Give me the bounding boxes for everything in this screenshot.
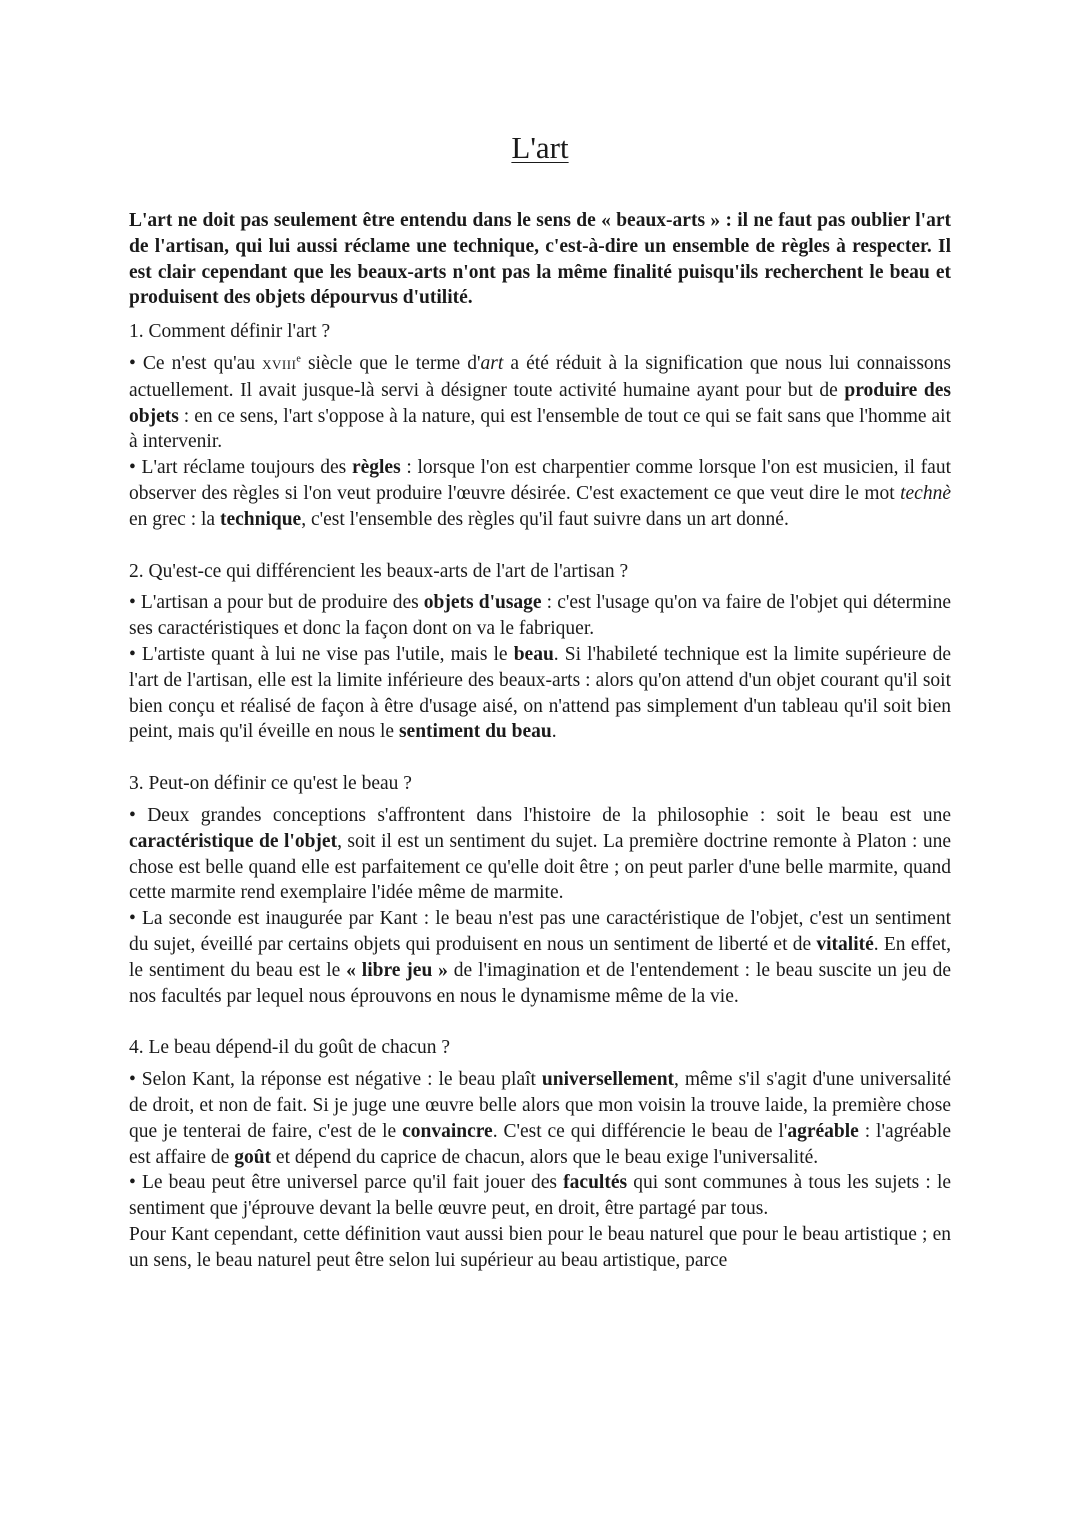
bold-term: technique bbox=[219, 508, 302, 530]
italic-term: technè bbox=[900, 482, 951, 504]
paragraph bbox=[129, 642, 951, 745]
text: : l'agréable est affaire de bbox=[129, 1120, 951, 1168]
text: , même s'il s'agit d'une universalité de droit, et non de fait. Si je juge une œuvre belle alors que mon voisin la trouve laide, la première chose que je tenterai de faire, c'est de le bbox=[129, 1069, 951, 1142]
document-page bbox=[129, 128, 951, 1273]
text: • Le beau peut être universel parce qu'il fait jouer des bbox=[129, 1172, 564, 1194]
text: . En effet, le sentiment du beau est le bbox=[129, 933, 952, 981]
text: : lorsque l'on est charpentier comme lorsque l'on est musicien, il faut observer des règles si l'on veut produire l'œuvre désirée. C'est exactement ce que veut dire le mot bbox=[129, 457, 951, 504]
text: : en ce sens, l'art s'oppose à la nature, qui est l'ensemble de tout ce qui se fait sans que l'homme ait à intervenir. bbox=[129, 405, 951, 453]
paragraph bbox=[129, 1170, 951, 1222]
text: siècle que le terme d' bbox=[300, 352, 481, 374]
text: • L'artiste quant à lui ne vise pas l'utile, mais le bbox=[129, 643, 514, 665]
section-heading: 2. Qu'est-ce qui différencient les beaux-arts de l'art de l'artisan ? bbox=[129, 560, 629, 582]
paragraph: Pour Kant cependant, cette définition vaut aussi bien pour le beau naturel que pour le beau artistique ; en un sens, le beau naturel peut être selon lui supérieur au beau artistique, parce bbox=[129, 1223, 951, 1271]
section-2 bbox=[129, 559, 951, 746]
section-heading: 4. Le beau dépend-il du goût de chacun ? bbox=[129, 1037, 451, 1059]
paragraph bbox=[129, 803, 951, 906]
italic-term: art bbox=[480, 352, 504, 374]
text: et dépend du caprice de chacun, alors que le beau exige l'universalité. bbox=[271, 1146, 819, 1168]
paragraph bbox=[129, 590, 951, 642]
bold-term: convaincre bbox=[402, 1120, 493, 1142]
text: a été réduit à la signification que nous lui connaissons actuellement. Il avait jusque-là servi à désigner toute activité humaine ayant pour but de bbox=[129, 352, 951, 401]
section-heading: 3. Peut-on définir ce qu'est le beau ? bbox=[129, 773, 412, 795]
bold-term: agréable bbox=[787, 1120, 859, 1142]
paragraph bbox=[129, 351, 951, 455]
text: . C'est ce qui différencie le beau de l' bbox=[492, 1120, 788, 1142]
text: • L'art réclame toujours des bbox=[129, 457, 352, 479]
bold-term: produire des objets bbox=[129, 379, 951, 427]
century-numeral: XVIII bbox=[262, 356, 297, 372]
bold-term: facultés bbox=[563, 1172, 628, 1194]
page-title: L'art bbox=[511, 130, 569, 165]
text: , c'est l'ensemble des règles qu'il faut suivre dans un art donné. bbox=[301, 508, 789, 530]
section-4 bbox=[129, 1035, 951, 1273]
text: en grec : la bbox=[129, 508, 220, 530]
bold-term: beau bbox=[513, 643, 554, 665]
text: • Deux grandes conceptions s'affrontent dans l'histoire de la philosophie : soit le beau est une bbox=[129, 804, 951, 826]
bold-term: goût bbox=[234, 1146, 272, 1168]
paragraph bbox=[129, 455, 951, 532]
section-1 bbox=[129, 319, 951, 532]
bold-term: universellement bbox=[541, 1069, 675, 1091]
paragraph bbox=[129, 1067, 951, 1170]
bold-term: objets d'usage bbox=[423, 592, 542, 614]
text: , soit il est un sentiment du sujet. La première doctrine remonte à Platon : une chose est belle quand elle est parfaitement ce qu'elle doit être ; on peut parler d'une belle marmite, quand cette marmite rend exemplaire l'idée même de marmite. bbox=[129, 830, 951, 904]
text: . Si l'habileté technique est la limite supérieure de l'art de l'artisan, elle est la limite inférieure des beaux-arts : alors qu'on attend d'un objet courant qu'il soit bien conçu et réalisé de façon à être d'usage aisé, on n'attend pas simplement d'un tableau qu'il soit bien peint, mais qu'il éveille en nous le bbox=[129, 643, 951, 743]
text: • Selon Kant, la réponse est négative : le beau plaît bbox=[129, 1069, 542, 1091]
section-3 bbox=[129, 771, 951, 1009]
intro-paragraph: L'art ne doit pas seulement être entendu dans le sens de « beaux-arts » : il ne faut pas oublier l'art de l'artisan, qui lui aussi réclame une technique, c'est-à-dire un ensemble de règles à respecter. Il est clair cependant que les beaux-arts n'ont pas la même finalité puisqu'ils recherchent le beau et produisent des objets dépourvus d'utilité. bbox=[129, 210, 951, 309]
bold-term: vitalité bbox=[816, 933, 874, 955]
bold-term: sentiment du beau bbox=[398, 721, 552, 743]
text: de l'imagination et de l'entendement : le beau suscite un jeu de nos facultés par lequel nous éprouvons en nous le dynamisme même de la vie. bbox=[129, 959, 951, 1007]
superscript: e bbox=[296, 353, 301, 365]
paragraph bbox=[129, 906, 951, 1009]
bold-term: règles bbox=[351, 457, 401, 479]
bold-term: « libre jeu » bbox=[346, 959, 448, 981]
bold-term: caractéristique de l'objet bbox=[129, 830, 338, 852]
text: • Ce n'est qu'au bbox=[129, 352, 263, 374]
text: . bbox=[551, 721, 557, 743]
text: qui sont communes à tous les sujets : le sentiment que j'éprouve devant la belle œuvre peut, en droit, être partagé par tous. bbox=[129, 1172, 952, 1220]
section-heading: 1. Comment définir l'art ? bbox=[129, 321, 331, 343]
text: • L'artisan a pour but de produire des bbox=[129, 592, 424, 614]
text: : c'est l'usage qu'on va faire de l'objet qui détermine ses caractéristiques et donc la façon dont on va le fabriquer. bbox=[129, 592, 951, 640]
text: • La seconde est inaugurée par Kant : le beau n'est pas une caractéristique de l'objet, c'est un sentiment du sujet, éveillé par certains objets qui produisent en nous un sentiment de liberté et de bbox=[129, 908, 951, 955]
